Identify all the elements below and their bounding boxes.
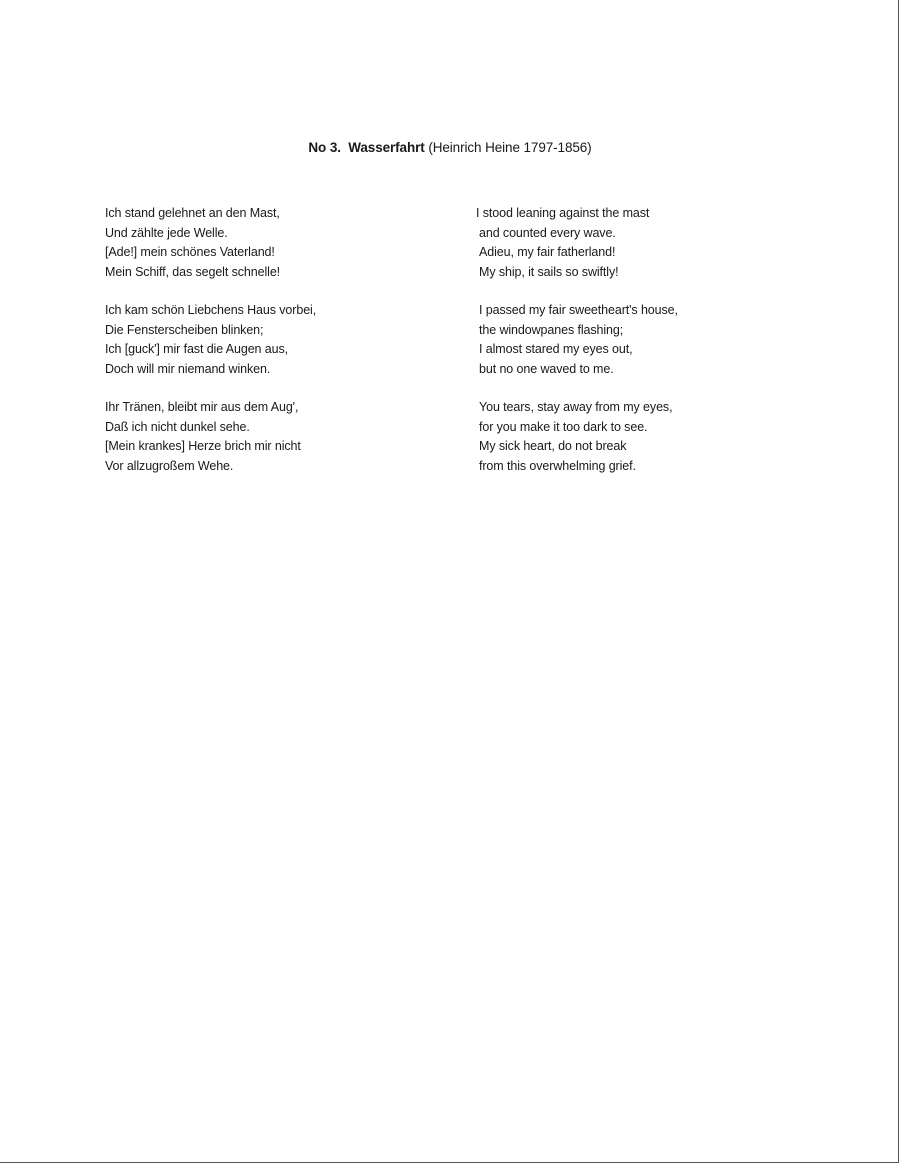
german-stanza-1 bbox=[105, 204, 316, 282]
song-attribution: (Heinrich Heine 1797-1856) bbox=[428, 140, 592, 155]
english-stanza-1 bbox=[476, 204, 678, 282]
english-line: from this overwhelming grief. bbox=[479, 458, 636, 473]
english-line: My ship, it sails so swiftly! bbox=[479, 264, 619, 279]
english-stanza-3 bbox=[476, 398, 678, 476]
german-line: Mein Schiff, das segelt schnelle! bbox=[105, 264, 281, 279]
song-name: Wasserfahrt bbox=[348, 140, 425, 155]
german-stanza-3 bbox=[105, 398, 316, 476]
english-line: I passed my fair sweetheart's house, bbox=[479, 303, 678, 317]
english-line: Adieu, my fair fatherland! bbox=[479, 245, 616, 259]
german-stanza-2 bbox=[105, 301, 316, 379]
german-line: Die Fensterscheiben blinken; bbox=[105, 322, 264, 337]
german-line: [Ade!] mein schönes Vaterland! bbox=[105, 245, 275, 259]
german-line: Daß ich nicht dunkel sehe. bbox=[105, 419, 250, 434]
english-line: and counted every wave. bbox=[479, 225, 616, 240]
german-line: Ich stand gelehnet an den Mast, bbox=[105, 206, 280, 220]
german-line: [Mein krankes] Herze brich mir nicht bbox=[105, 439, 301, 453]
song-number: No 3. bbox=[308, 140, 341, 155]
german-line: Doch will mir niemand winken. bbox=[105, 361, 271, 376]
song-title bbox=[0, 139, 900, 157]
german-line: Ihr Tränen, bleibt mir aus dem Aug', bbox=[105, 400, 299, 414]
english-line: You tears, stay away from my eyes, bbox=[479, 400, 673, 414]
english-line: I almost stared my eyes out, bbox=[479, 342, 633, 356]
german-line: Ich kam schön Liebchens Haus vorbei, bbox=[105, 303, 317, 317]
german-text-column bbox=[105, 204, 316, 495]
english-line: the windowpanes flashing; bbox=[479, 322, 624, 337]
english-translation-column bbox=[476, 204, 678, 495]
german-line: Vor allzugroßem Wehe. bbox=[105, 458, 234, 473]
english-line: My sick heart, do not break bbox=[479, 439, 627, 453]
english-line: I stood leaning against the mast bbox=[476, 206, 650, 220]
english-line: but no one waved to me. bbox=[479, 361, 614, 376]
english-line: for you make it too dark to see. bbox=[479, 419, 648, 434]
german-line: Und zählte jede Welle. bbox=[105, 225, 228, 240]
german-line: Ich [guck'] mir fast die Augen aus, bbox=[105, 342, 289, 356]
english-stanza-2 bbox=[476, 301, 678, 379]
